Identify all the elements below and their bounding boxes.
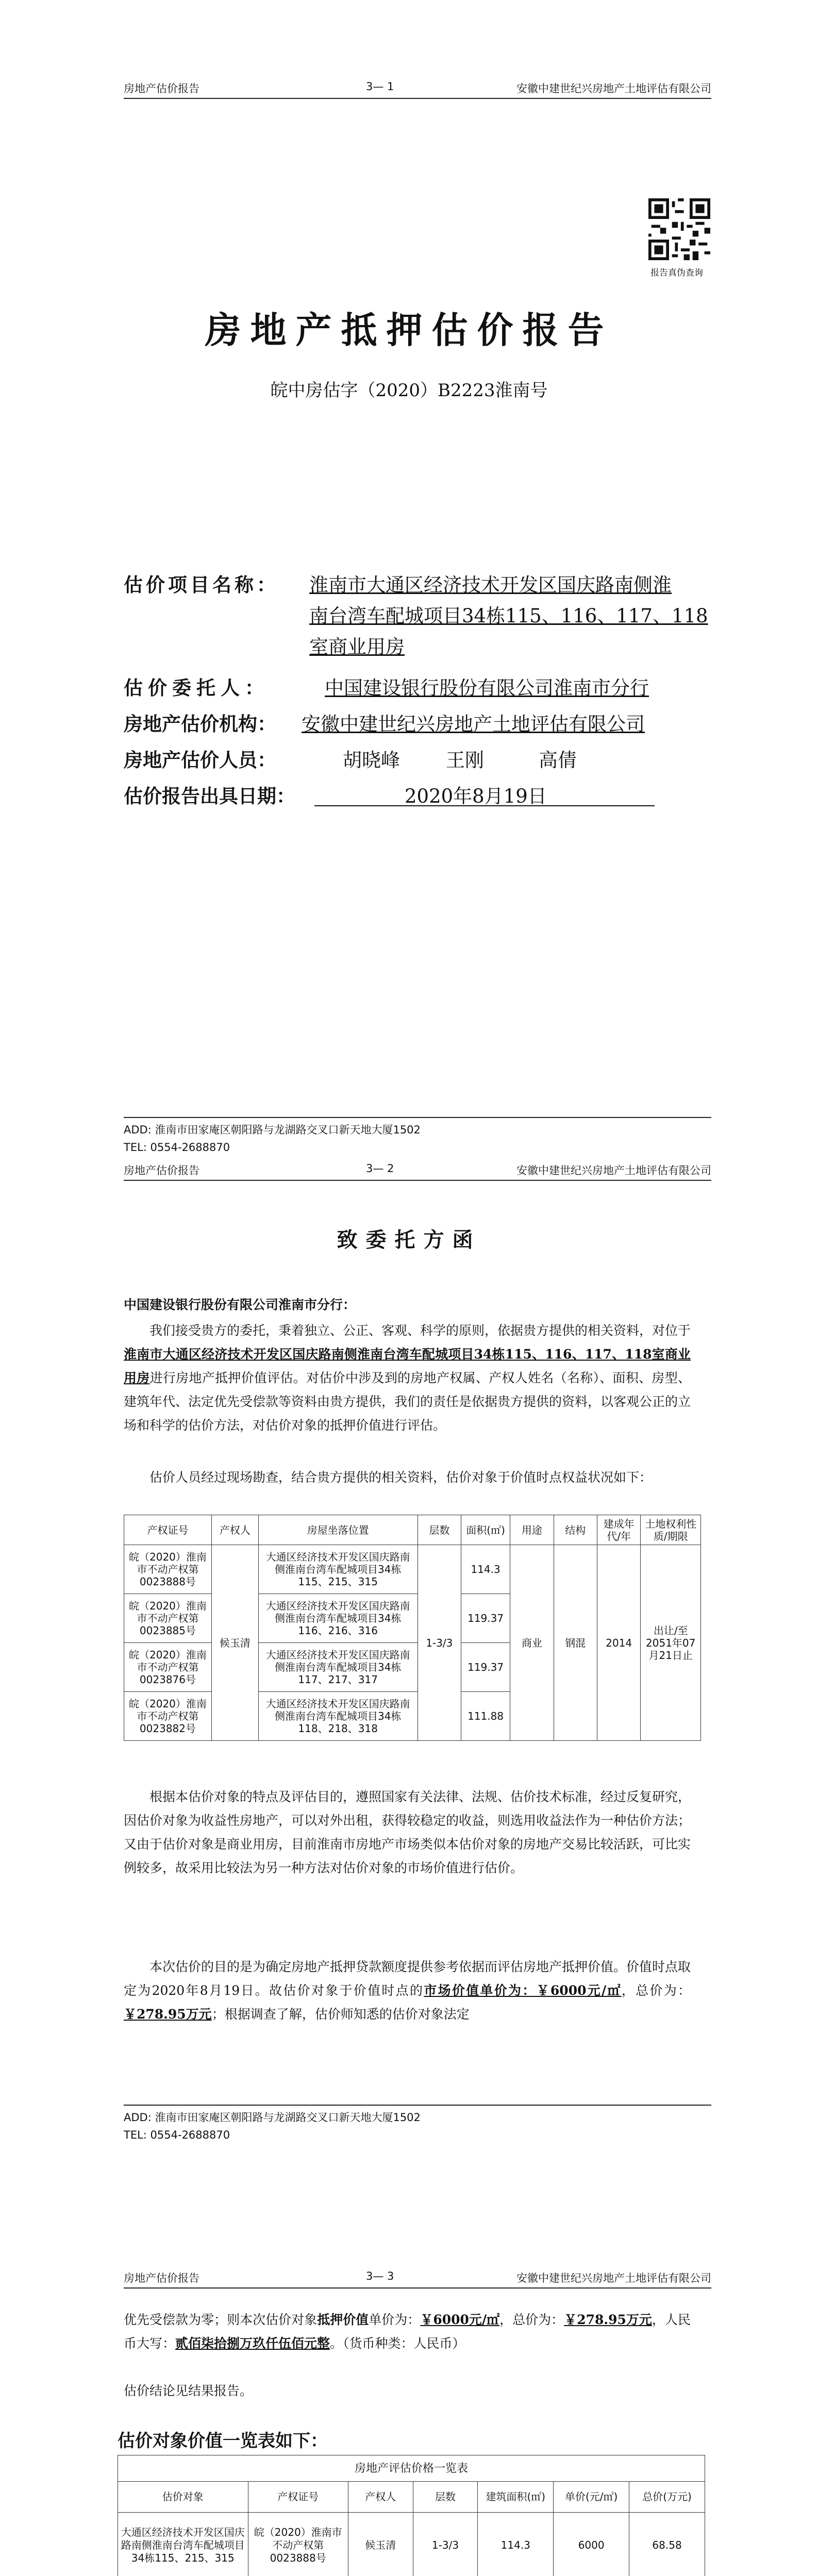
cell-year: 2014 [597, 1545, 641, 1741]
header-page-number: 3— 1 [366, 80, 394, 93]
property-address: 淮南市大通区经济技术开发区国庆路南侧淮南台湾车配城项目34栋115、116、117、118室商业用房 [124, 1347, 691, 1385]
footer-address: ADD: 淮南市田家庵区朝阳路与龙湖路交叉口新天地大厦1502 [124, 2111, 421, 2124]
mortgage-unit-price: ￥6000元/㎡ [420, 2312, 500, 2327]
cell-unit-price: 6000 [554, 2513, 629, 2576]
footer-tel: TEL: 0554-2688870 [124, 1141, 230, 1154]
project-line-3: 室商业用房 [309, 636, 405, 658]
col-object: 估价对象 [118, 2482, 248, 2513]
cell-land: 出让/至2051年07月21日止 [641, 1545, 701, 1741]
col-floors: 层数 [413, 2482, 478, 2513]
letter-paragraph-3: 根据本估价对象的特点及评估目的，遵照国家有关法律、法规、估价技术标准，经过反复研究，因估价对象为收益性房地产，可以对外出租，获得较稳定的收益，则选用收益法作为一种估价方法；又由于估价对象是商业用房，目前淮南市房地产市场类似本估价对象的房地产交易比较活跃，可比实例较多，故采用比较法为另一种方法对估价对象的市场价值进行估价。 [124, 1789, 691, 1875]
table-row [118, 2513, 705, 2576]
qr-code[interactable] [648, 198, 710, 260]
page-header [124, 77, 711, 99]
appraiser-1: 胡晓峰 [343, 749, 400, 771]
cell-cert: 皖（2020）淮南市不动产权第0023888号 [248, 2513, 348, 2576]
letter-paragraph-1: 我们接受贵方的委托，秉着独立、公正、客观、科学的原则，依据贵方提供的相关资料，对位于淮南市大通区经济技术开发区国庆路南侧淮南台湾车配城项目34栋115、116、117、118室商业用房进行房地产抵押价值评估。对估价中涉及到的房地产权属、产权人姓名（名称）、面积、房型、建筑年代、法定优先受偿款等资料由贵方提供，我们的责任是依据贵方提供的资料，以客观公正的立场和科学的估价方法，对估价对象的抵押价值进行评估。 [124, 1323, 691, 1433]
cell-floors: 1-3/3 [413, 2513, 478, 2576]
page-footer [124, 2105, 711, 2144]
header-right: 安徽中建世纪兴房地产土地评估有限公司 [516, 2272, 711, 2284]
cell-location: 大通区经济技术开发区国庆路南侧淮南台湾车配城项目34栋118、218、318 [258, 1692, 418, 1741]
mortgage-amount-in-words: 贰佰柒拾捌万玖仟伍佰元整 [175, 2336, 330, 2351]
cell-owner: 候玉清 [348, 2513, 413, 2576]
col-cert: 产权证号 [248, 2482, 348, 2513]
header-left: 房地产估价报告 [124, 2272, 199, 2284]
date-underline [314, 805, 655, 806]
col-structure: 结构 [554, 1515, 597, 1545]
project-line-2: 南台湾车配城项目34栋115、116、117、118 [309, 605, 708, 627]
cell-area: 119.37 [461, 1594, 510, 1643]
page-2 [0, 1154, 818, 2262]
col-total: 总价(万元) [629, 2482, 705, 2513]
header-left: 房地产估价报告 [124, 1164, 199, 1177]
footer-address: ADD: 淮南市田家庵区朝阳路与龙湖路交叉口新天地大厦1502 [124, 1124, 421, 1136]
cell-cert: 皖（2020）淮南市不动产权第0023876号 [124, 1643, 212, 1692]
col-location: 房屋坐落位置 [258, 1515, 418, 1545]
date-value: 2020年8月19日 [405, 785, 547, 807]
date-label: 估价报告出具日期： [124, 785, 295, 807]
report-title: 房地产抵押估价报告 [205, 309, 613, 351]
col-unit-price: 单价(元/㎡) [554, 2482, 629, 2513]
cell-location: 大通区经济技术开发区国庆路南侧淮南台湾车配城项目34栋115、215、315 [258, 1545, 418, 1594]
project-label: 估价项目名称： [124, 573, 279, 596]
market-unit-price: 市场价值单价为：￥6000元/㎡ [424, 1983, 622, 1998]
market-total-price: ￥278.95万元 [124, 2007, 212, 2022]
cell-cert: 皖（2020）淮南市不动产权第0023885号 [124, 1594, 212, 1643]
header-right: 安徽中建世纪兴房地产土地评估有限公司 [516, 82, 711, 95]
header-right: 安徽中建世纪兴房地产土地评估有限公司 [516, 1164, 711, 1177]
property-status-table [124, 1515, 701, 1741]
col-owner: 产权人 [348, 2482, 413, 2513]
cell-floors: 1-3/3 [418, 1545, 461, 1741]
cell-area: 119.37 [461, 1643, 510, 1692]
cell-location: 大通区经济技术开发区国庆路南侧淮南台湾车配城项目34栋117、217、317 [258, 1643, 418, 1692]
cell-object: 大通区经济技术开发区国庆路南侧淮南台湾车配城项目34栋115、215、315 [118, 2513, 248, 2576]
letter-paragraph-4: 本次估价的目的是为确定房地产抵押贷款额度提供参考依据而评估房地产抵押价值。价值时点取定为2020年8月19日。故估价对象于价值时点的市场价值单价为：￥6000元/㎡，总价为：￥278.95万元；根据调查了解，估价师知悉的估价对象法定 [124, 1959, 691, 2022]
cell-owner: 候玉清 [211, 1545, 258, 1741]
appraisers-label: 房地产估价人员： [124, 749, 276, 771]
col-land: 土地权利性质/期限 [641, 1515, 701, 1545]
client-value: 中国建设银行股份有限公司淮南市分行 [325, 677, 649, 699]
table-row [124, 1545, 701, 1594]
cell-location: 大通区经济技术开发区国庆路南侧淮南台湾车配城项目34栋116、216、316 [258, 1594, 418, 1643]
cell-area: 111.88 [461, 1692, 510, 1741]
appraiser-2: 王刚 [446, 749, 484, 771]
project-line-1: 淮南市大通区经济技术开发区国庆路南侧淮 [309, 574, 672, 596]
letter-title: 致委托方函 [337, 1228, 481, 1252]
cell-total: 68.58 [629, 2513, 705, 2576]
page-footer [124, 1117, 711, 1156]
page-3 [0, 2262, 818, 2576]
table-caption: 房地产评估价格一览表 [118, 2455, 705, 2482]
letter-addressee: 中国建设银行股份有限公司淮南市分行： [124, 1297, 356, 1312]
appraiser-3: 高倩 [539, 749, 577, 771]
qr-caption: 报告真伪查询 [650, 268, 703, 278]
summary-subtitle: 估价对象价值一览表如下： [118, 2431, 328, 2451]
header-page-number: 3— 3 [366, 2270, 394, 2282]
header-page-number: 3— 2 [366, 1162, 394, 1175]
cell-cert: 皖（2020）淮南市不动产权第0023882号 [124, 1692, 212, 1741]
col-area: 面积(㎡) [461, 1515, 510, 1545]
client-label: 估价委托人： [124, 676, 269, 699]
page-header [124, 2267, 711, 2289]
letter-paragraph-5: 优先受偿款为零；则本次估价对象抵押价值单价为：￥6000元/㎡，总价为：￥278.95万元，人民币大写：贰佰柒拾捌万玖仟伍佰元整。（货币种类：人民币） [124, 2312, 691, 2351]
letter-paragraph-6: 估价结论见结果报告。 [124, 2383, 253, 2398]
mortgage-total-price: ￥278.95万元 [564, 2312, 652, 2327]
col-cert: 产权证号 [124, 1515, 212, 1545]
letter-paragraph-2: 估价人员经过现场勘查，结合贵方提供的相关资料，估价对象于价值时点权益状况如下： [149, 1470, 653, 1485]
document-number: 皖中房估字（2020）B2223淮南号 [270, 380, 548, 401]
cell-cert: 皖（2020）淮南市不动产权第0023888号 [124, 1545, 212, 1594]
col-use: 用途 [510, 1515, 554, 1545]
cell-use: 商业 [510, 1545, 554, 1741]
cell-area: 114.3 [461, 1545, 510, 1594]
col-owner: 产权人 [211, 1515, 258, 1545]
cell-structure: 钢混 [554, 1545, 597, 1741]
page-header [124, 1159, 711, 1181]
agency-label: 房地产估价机构： [124, 713, 276, 735]
col-floors: 层数 [418, 1515, 461, 1545]
col-area: 建筑面积(㎡) [478, 2482, 554, 2513]
agency-value: 安徽中建世纪兴房地产土地评估有限公司 [302, 713, 645, 735]
footer-tel: TEL: 0554-2688870 [124, 2129, 230, 2141]
col-year: 建成年代/年 [597, 1515, 641, 1545]
page-1 [0, 0, 818, 1154]
cell-area: 114.3 [478, 2513, 554, 2576]
valuation-summary-table [118, 2455, 705, 2576]
header-left: 房地产估价报告 [124, 82, 199, 95]
